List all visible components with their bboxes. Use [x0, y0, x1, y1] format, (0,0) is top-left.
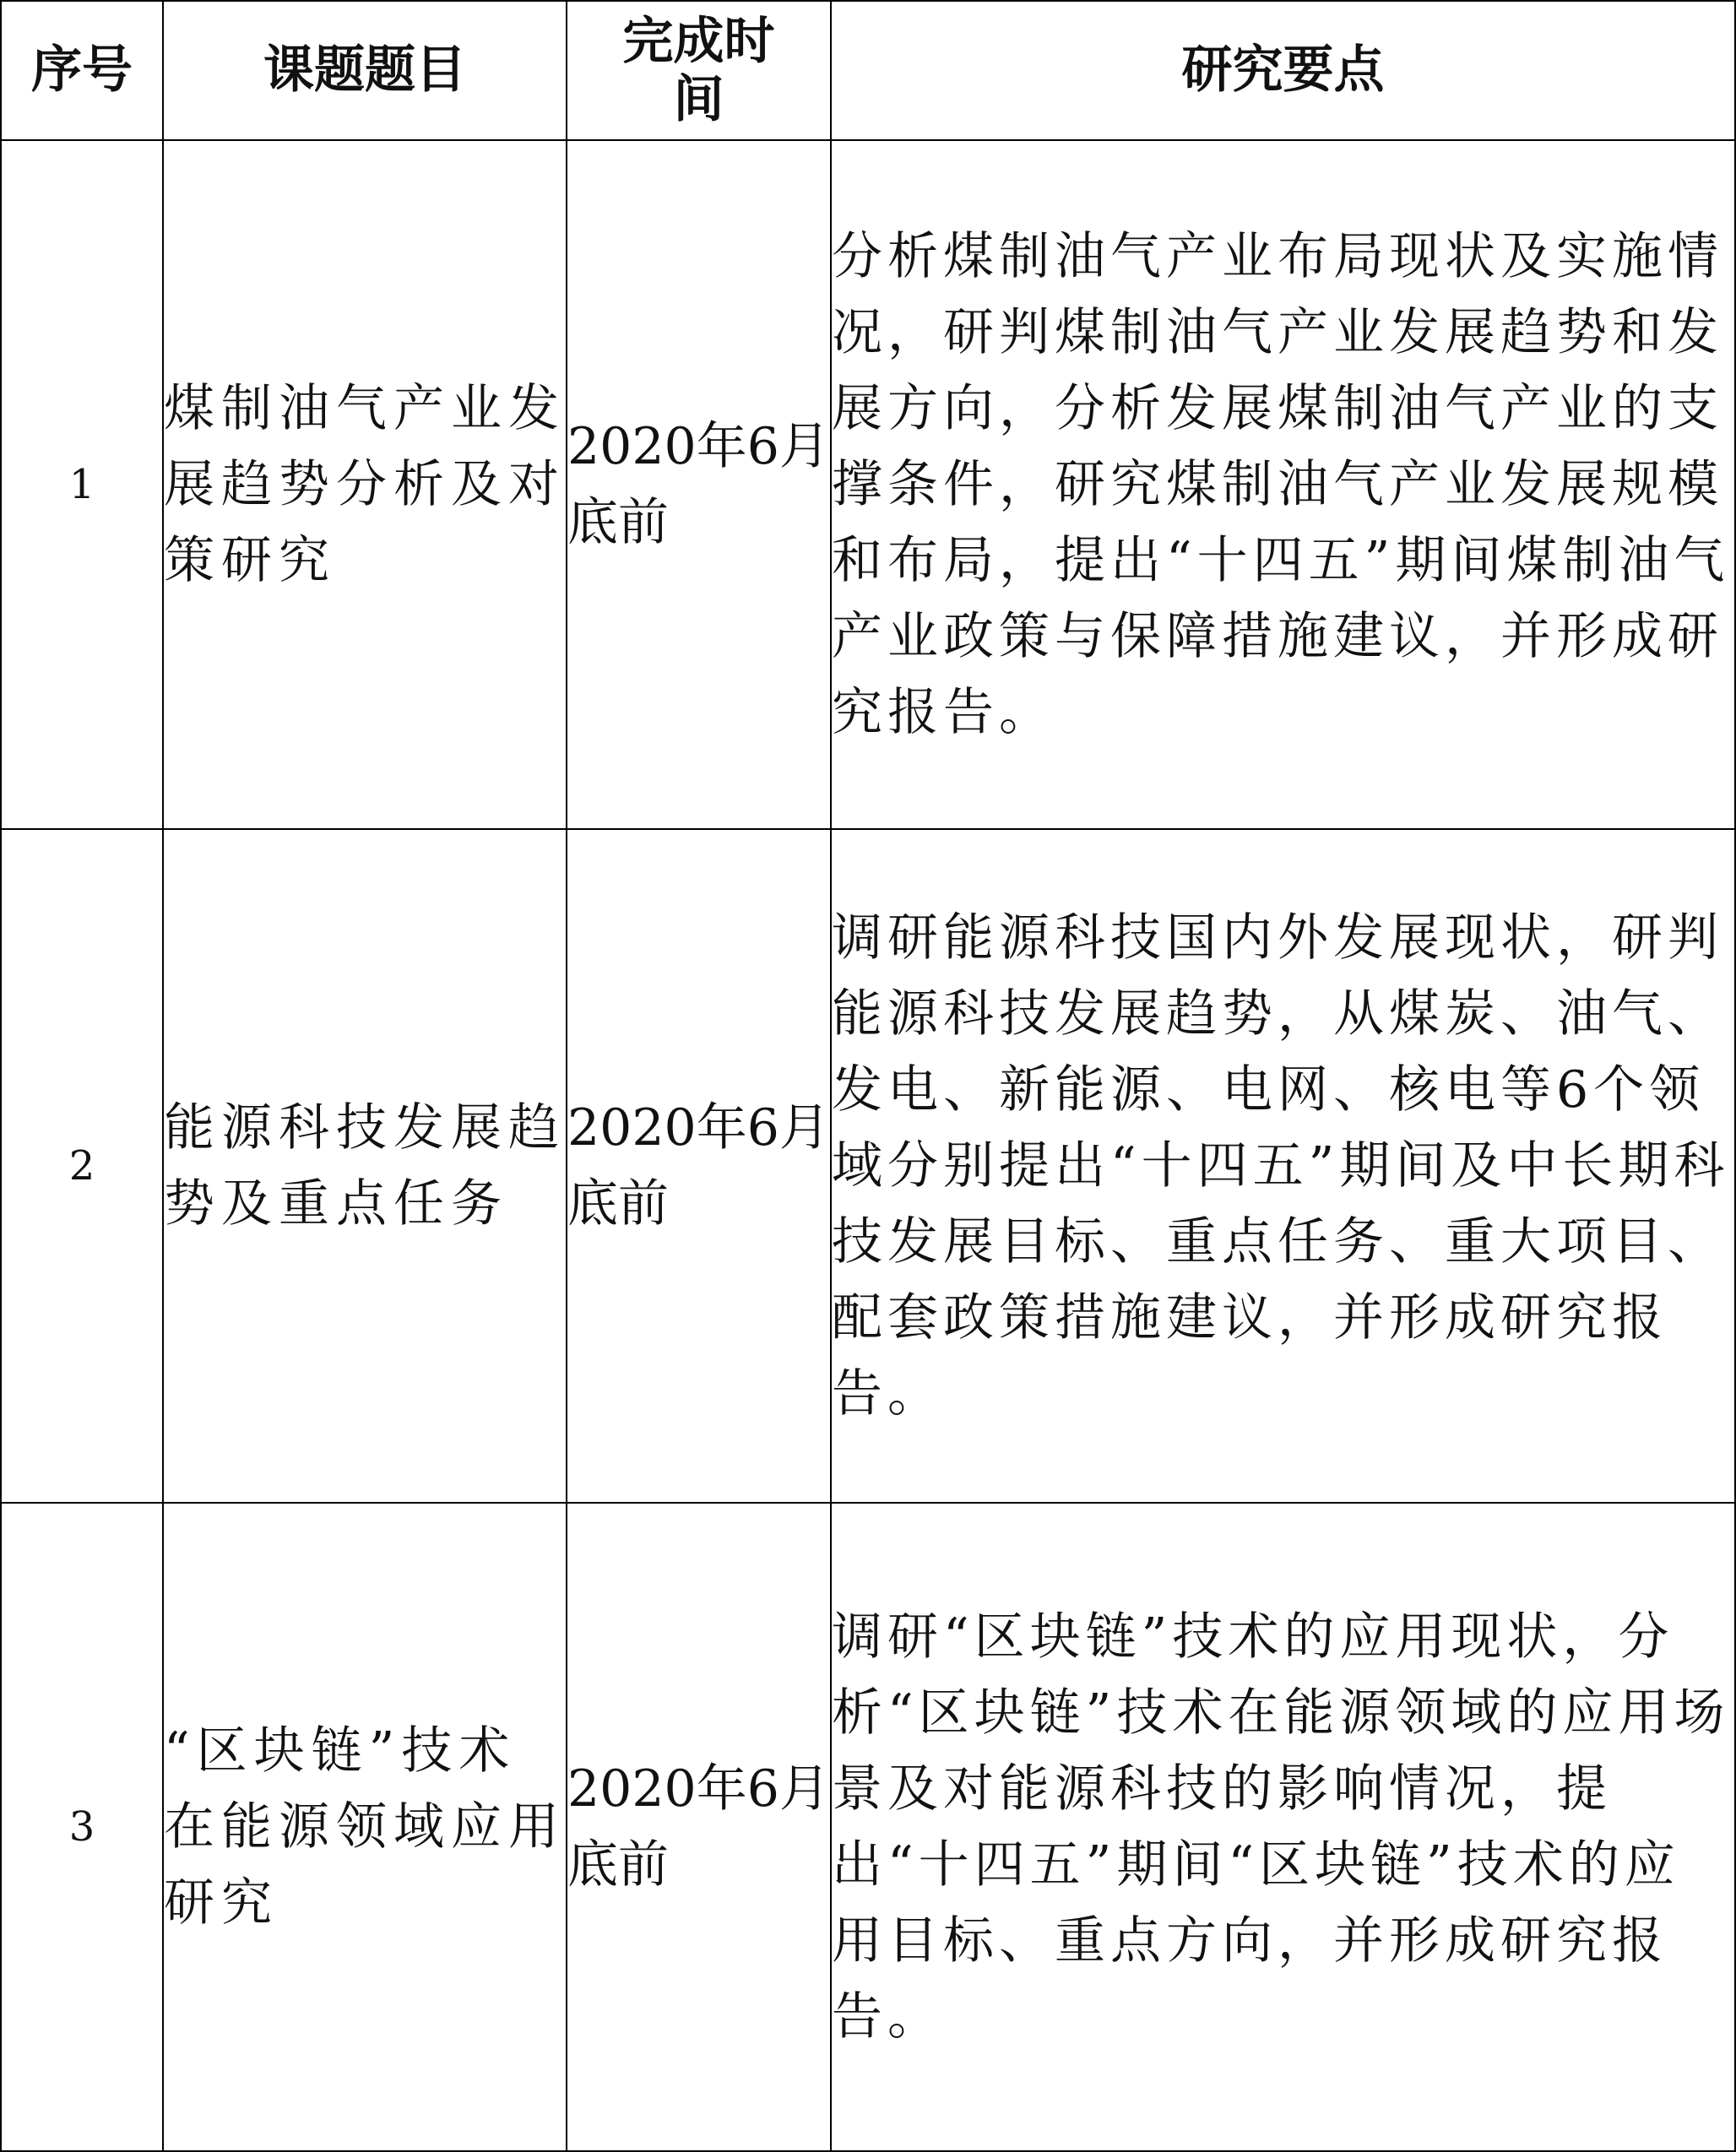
row-index: 3: [1, 1503, 163, 2151]
header-time: 完成时间: [567, 1, 831, 140]
header-title: 课题题目: [163, 1, 567, 140]
row-points: 调研“区块链”技术的应用现状，分析“区块链”技术在能源领域的应用场景及对能源科技的影响情况，提出“十四五”期间“区块链”技术的应用目标、重点方向，并形成研究报告。: [831, 1503, 1735, 2151]
table-row: [1, 829, 1735, 1503]
table-row: [1, 1503, 1735, 2151]
row-index: 2: [1, 829, 163, 1503]
row-title: 能源科技发展趋势及重点任务: [163, 829, 567, 1503]
row-points: 分析煤制油气产业布局现状及实施情况，研判煤制油气产业发展趋势和发展方向，分析发展煤制油气产业的支撑条件，研究煤制油气产业发展规模和布局，提出“十四五”期间煤制油气产业政策与保障措施建议，并形成研究报告。: [831, 140, 1735, 829]
row-time: 2020年6月底前: [567, 140, 831, 829]
row-title: 煤制油气产业发展趋势分析及对策研究: [163, 140, 567, 829]
row-points: 调研能源科技国内外发展现状，研判能源科技发展趋势，从煤炭、油气、发电、新能源、电网、核电等6个领域分别提出“十四五”期间及中长期科技发展目标、重点任务、重大项目、配套政策措施建议，并形成研究报告。: [831, 829, 1735, 1503]
row-time: 2020年6月底前: [567, 829, 831, 1503]
row-time: 2020年6月底前: [567, 1503, 831, 2151]
table-row: [1, 140, 1735, 829]
row-title: “区块链”技术在能源领域应用研究: [163, 1503, 567, 2151]
header-row: [1, 1, 1735, 140]
header-points: 研究要点: [831, 1, 1735, 140]
row-index: 1: [1, 140, 163, 829]
header-index: 序号: [1, 1, 163, 140]
